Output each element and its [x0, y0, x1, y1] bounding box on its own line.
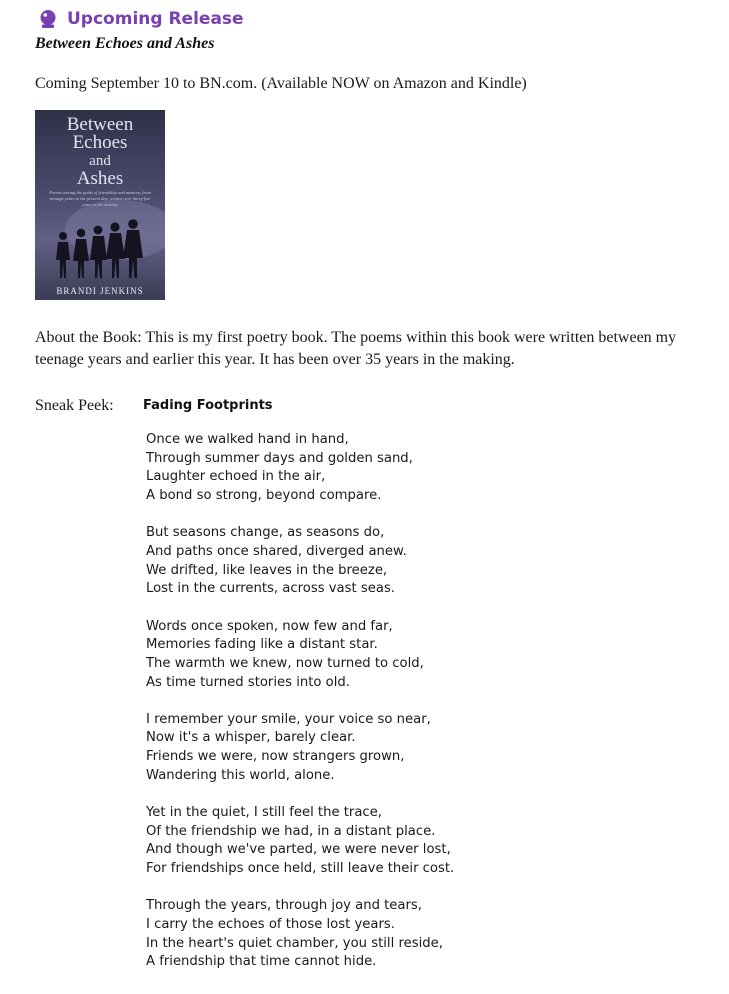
- poem-stanza: [146, 618, 454, 693]
- book-title: Between Echoes and Ashes: [35, 35, 215, 52]
- poem-line: We drifted, like leaves in the breeze,: [146, 562, 388, 578]
- poem-line: A bond so strong, beyond compare.: [146, 488, 382, 504]
- cover-title-line: Echoes: [72, 132, 128, 153]
- section-heading-text: Upcoming Release: [67, 9, 244, 29]
- poem-line: Through the years, through joy and tears,: [146, 898, 422, 914]
- poem-line: Now it's a whisper, barely clear.: [146, 730, 356, 746]
- poem-line: Wandering this world, alone.: [146, 767, 335, 783]
- poem-stanza: [146, 711, 454, 786]
- sneak-peek-label: Sneak Peek:: [35, 397, 114, 414]
- poem-line: And though we've parted, we were never lost,: [146, 842, 451, 858]
- poem-line: Laughter echoed in the air,: [146, 469, 326, 485]
- poem-stanza: [146, 804, 454, 879]
- poem-line: Once we walked hand in hand,: [146, 432, 349, 447]
- poem-line: Lost in the currents, across vast seas.: [146, 581, 396, 597]
- poem-line: Through summer days and golden sand,: [146, 450, 413, 466]
- poem-line: Words once spoken, now few and far,: [146, 618, 393, 634]
- poem-line: And paths once shared, diverged anew.: [146, 543, 407, 559]
- cover-title-line: and: [89, 153, 111, 169]
- poem-line: For friendships once held, still leave their cost.: [146, 861, 455, 877]
- poem-stanza: [146, 524, 454, 599]
- cover-title: [35, 116, 165, 188]
- poem-line: Yet in the quiet, I still feel the trace,: [146, 805, 382, 820]
- crystal-ball-icon: [38, 9, 58, 29]
- cover-title-line: Ashes: [76, 168, 124, 189]
- poem-line: I remember your smile, your voice so near,: [146, 711, 431, 727]
- section-heading: [38, 6, 244, 32]
- poem-stanza: [146, 431, 454, 506]
- poem-line: Memories fading like a distant star.: [146, 637, 378, 653]
- poem-line: The warmth we knew, now turned to cold,: [146, 655, 424, 671]
- poem-line: Friends we were, now strangers grown,: [146, 749, 405, 765]
- cover-blurb: Poems tracing the paths of friendship and memory, from teenage years to the present day, written over thirty-five years in the making.: [49, 190, 151, 207]
- poem-line: Of the friendship we had, in a distant place.: [146, 823, 436, 839]
- cover-author: BRANDI JENKINS: [56, 286, 144, 296]
- cover-silhouettes-illustration: [35, 200, 165, 285]
- poem-line: In the heart's quiet chamber, you still reside,: [146, 935, 443, 951]
- cover-title-line: Between: [66, 114, 134, 135]
- book-cover-image: [35, 110, 165, 300]
- availability-text: Coming September 10 to BN.com. (Available NOW on Amazon and Kindle): [35, 75, 527, 92]
- poem-line: But seasons change, as seasons do,: [146, 525, 385, 541]
- poem-line: I carry the echoes of those lost years.: [146, 916, 395, 932]
- poem-body: [146, 431, 454, 991]
- poem-title: Fading Footprints: [143, 398, 273, 413]
- poem-line: A friendship that time cannot hide.: [146, 954, 377, 970]
- poem-stanza: [146, 897, 454, 972]
- poem-line: As time turned stories into old.: [146, 674, 350, 690]
- about-book-paragraph: About the Book: This is my first poetry book. The poems within this book were written between my teenage years and earlier this year. It has been over 35 years in the making.: [35, 329, 677, 368]
